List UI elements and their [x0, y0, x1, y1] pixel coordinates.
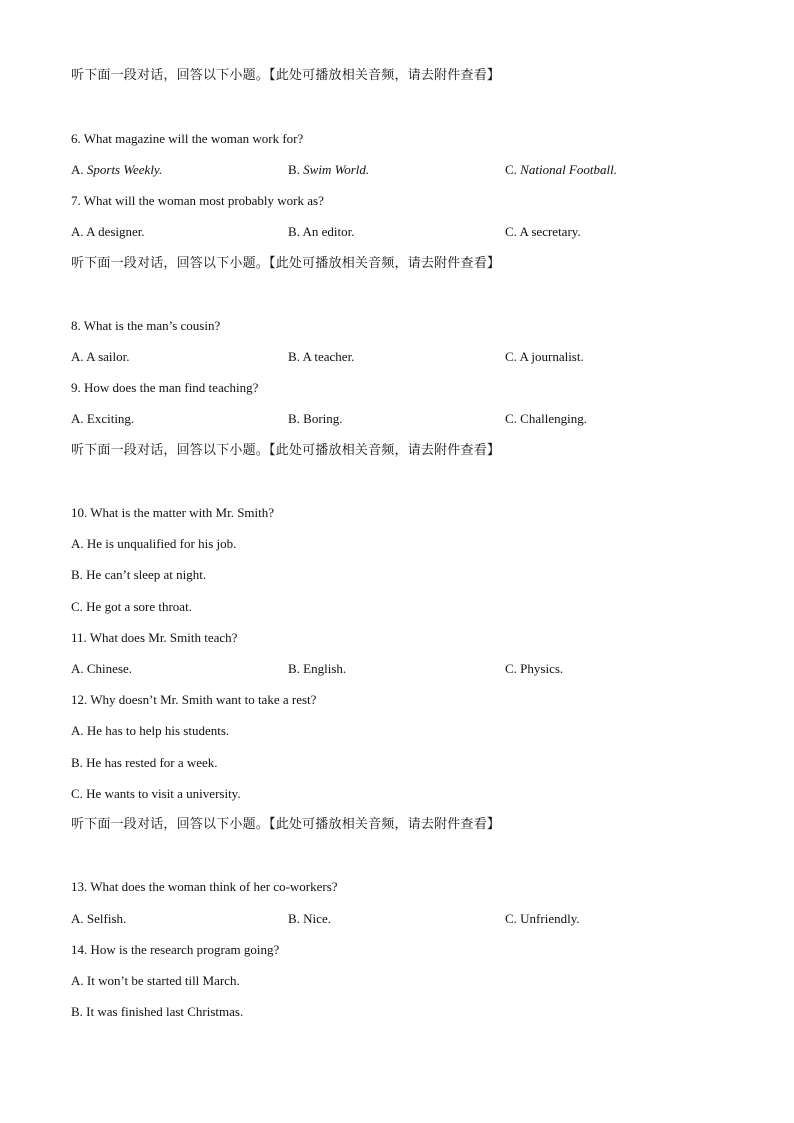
listening-instruction: 听下面一段对话，回答以下小题。【此处可播放相关音频，请去附件查看】: [71, 68, 501, 83]
question-13: 13. What does the woman think of her co-workers?: [71, 879, 338, 894]
question-12-option-c: C. He wants to visit a university.: [71, 786, 241, 801]
question-8: 8. What is the man’s cousin?: [71, 318, 221, 333]
question-10-option-a: A. He is unqualified for his job.: [71, 536, 237, 551]
question-11-option-a: A. Chinese.: [71, 661, 133, 676]
question-7: 7. What will the woman most probably work as?: [71, 193, 324, 208]
question-9-option-c: C. Challenging.: [505, 411, 587, 426]
question-7-option-c: C. A secretary.: [505, 224, 581, 239]
question-6: 6. What magazine will the woman work for?: [71, 131, 304, 146]
option-prefix: B.: [288, 162, 304, 177]
option-text: Swim World.: [303, 162, 370, 177]
listening-instruction: 听下面一段对话，回答以下小题。【此处可播放相关音频，请去附件查看】: [71, 443, 501, 458]
question-14-option-a: A. It won’t be started till March.: [71, 973, 240, 988]
question-6-option-a: [71, 162, 162, 178]
question-7-option-a: A. A designer.: [71, 224, 145, 239]
question-11-option-b: B. English.: [288, 661, 347, 676]
option-prefix: C.: [505, 162, 521, 177]
question-13-option-c: C. Unfriendly.: [505, 911, 580, 926]
listening-instruction: 听下面一段对话，回答以下小题。【此处可播放相关音频，请去附件查看】: [71, 256, 501, 271]
question-13-option-a: A. Selfish.: [71, 911, 127, 926]
question-9-option-a: A. Exciting.: [71, 411, 135, 426]
question-13-option-b: B. Nice.: [288, 911, 331, 926]
option-text: Sports Weekly.: [86, 162, 163, 177]
question-7-option-b: B. An editor.: [288, 224, 355, 239]
question-8-option-b: B. A teacher.: [288, 349, 355, 364]
option-text: National Football.: [520, 162, 617, 177]
listening-instruction: 听下面一段对话，回答以下小题。【此处可播放相关音频，请去附件查看】: [71, 817, 501, 832]
question-11-option-c: C. Physics.: [505, 661, 564, 676]
question-10-option-b: B. He can’t sleep at night.: [71, 567, 207, 582]
option-prefix: A.: [71, 162, 87, 177]
question-14-option-b: B. It was finished last Christmas.: [71, 1004, 244, 1019]
question-6-option-c: [505, 162, 617, 178]
question-9: 9. How does the man find teaching?: [71, 380, 259, 395]
question-10: 10. What is the matter with Mr. Smith?: [71, 505, 275, 520]
question-12-option-a: A. He has to help his students.: [71, 723, 230, 738]
question-11: 11. What does Mr. Smith teach?: [71, 630, 238, 645]
question-9-option-b: B. Boring.: [288, 411, 343, 426]
question-14: 14. How is the research program going?: [71, 942, 280, 957]
question-8-option-a: A. A sailor.: [71, 349, 130, 364]
question-10-option-c: C. He got a sore throat.: [71, 599, 192, 614]
question-12-option-b: B. He has rested for a week.: [71, 755, 218, 770]
question-6-option-b: [288, 162, 369, 178]
question-12: 12. Why doesn’t Mr. Smith want to take a rest?: [71, 692, 317, 707]
question-8-option-c: C. A journalist.: [505, 349, 584, 364]
